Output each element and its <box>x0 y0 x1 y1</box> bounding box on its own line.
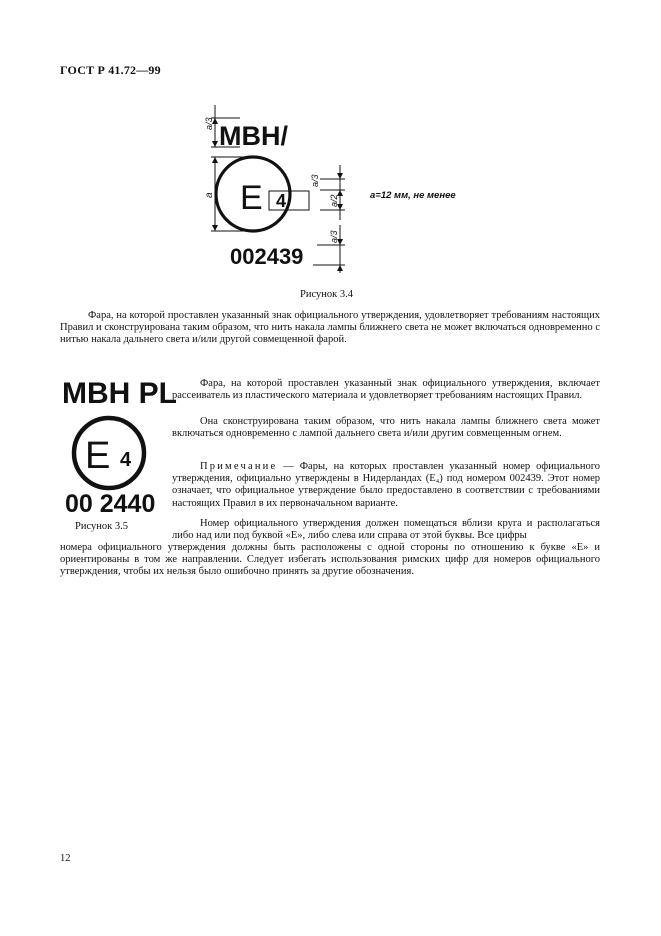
note-text: — Фары, на которых проставлен указанный номер официального утверждения, официально утверждены в Нидерландах (E₄) под номером 002439. Этот номер означает, что официальное утверждение было предоставлено в соответствии с требованиями настоящих Правил в их первоначальном варианте. <box>172 461 600 509</box>
figure-3-5-mark-top: MBH PL <box>62 377 177 410</box>
paragraph-3: Она сконструирована таким образом, что нить накала лампы ближнего света может включаться одновременно с лампой дальнего света и/или другим совмещенным огнем. <box>172 416 600 440</box>
page-number: 12 <box>60 853 71 864</box>
figure-3-4-drawing <box>195 95 485 275</box>
e-number: 4 <box>120 449 132 471</box>
note-paragraph <box>172 461 600 510</box>
mark-top-text: MBH/ <box>219 121 288 151</box>
paragraph-1: Фара, на которой проставлен указанный знак официального утверждения, удовлетворяет требованиям настоящих Правил и сконструирована таким образом, что нить накала лампы ближнего света не может включаться одновременно с нитью накала дальнего света и/или другой совмещенной фарой. <box>60 310 600 346</box>
note-label: Примечание <box>200 461 278 472</box>
dim-a3-top: a/3 <box>204 117 214 130</box>
dim-a2: a/2 <box>329 194 339 207</box>
paragraph-4-wrapped: Номер официального утверждения должен помещаться вблизи круга и располагаться либо над или под буквой «E», либо слева или справа от этой буквы. Все цифры <box>172 518 600 542</box>
e-letter: E <box>240 179 263 217</box>
document-header: ГОСТ Р 41.72—99 <box>60 63 161 77</box>
approval-number: 002439 <box>230 244 304 269</box>
dim-a: a <box>204 192 215 198</box>
e-number: 4 <box>276 191 287 211</box>
dim-a3-right: a/3 <box>310 174 320 187</box>
dim-a3-bottom: a/3 <box>329 230 339 243</box>
figure-3-4-caption: Рисунок 3.4 <box>300 289 353 300</box>
figure-3-5-caption: Рисунок 3.5 <box>75 521 128 532</box>
figure-3-5-circle <box>62 413 157 493</box>
figure-3-5-approval-number: 00 2440 <box>65 490 156 518</box>
paragraph-2: Фара, на которой проставлен указанный знак официального утверждения, включает рассеиватель из пластического материала и удовлетворяет требованиям настоящих Правил. <box>172 378 600 402</box>
e-letter: E <box>85 435 111 477</box>
paragraph-4-full: номера официального утверждения должны быть расположены с одной стороны по отношению к букве «E» и ориентированы в том же направлении. Следует избегать использования римских цифр для номеров официального утверждения, чтобы их нельзя было ошибочно принять за другие обозначения. <box>60 542 600 578</box>
size-note: a=12 мм, не менее <box>370 190 456 201</box>
